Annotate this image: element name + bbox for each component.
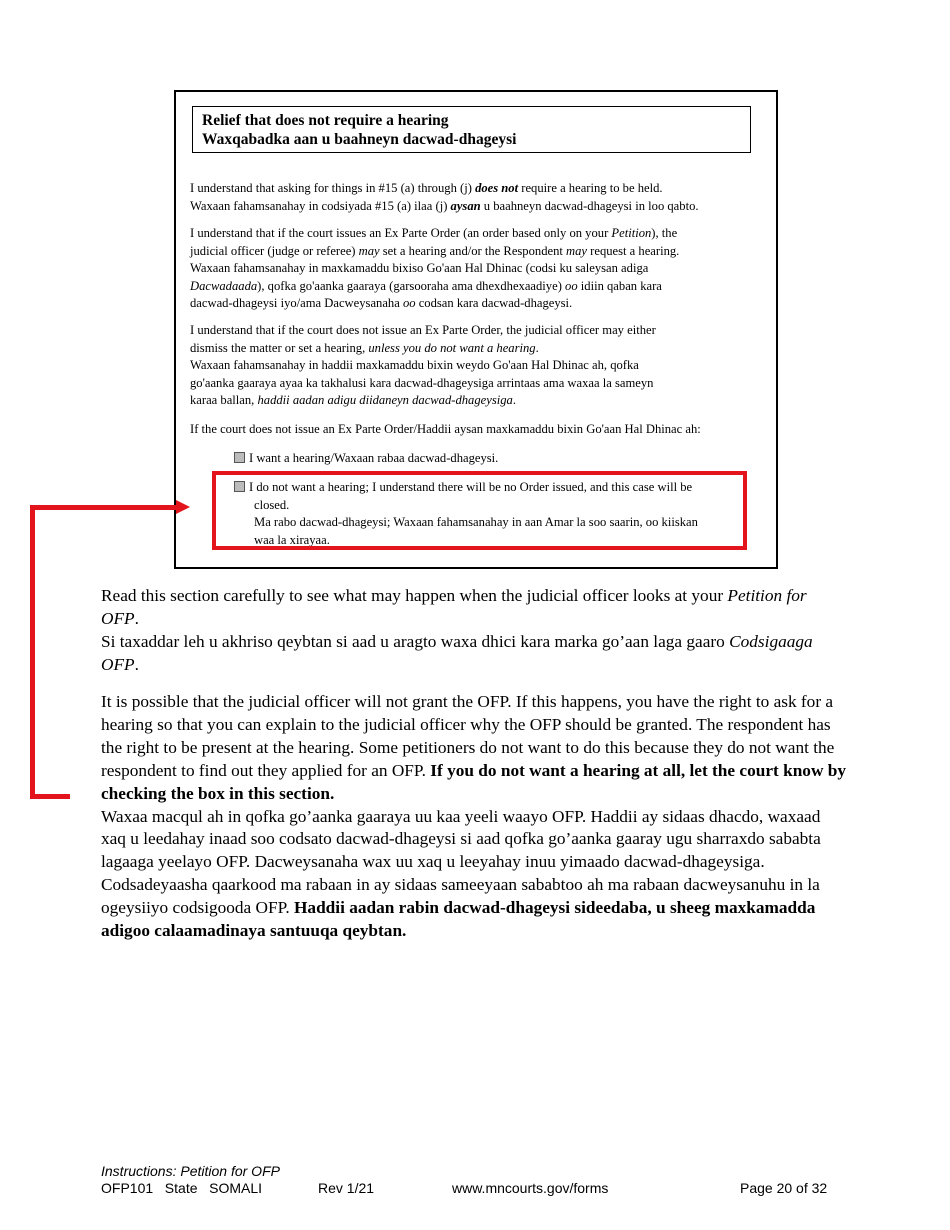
section-heading-box [192,106,751,153]
callout-arrow-top [30,505,178,510]
section-heading-so: Waxqabadka aan u baahneyn dacwad-dhageysi [202,131,517,148]
callout-arrow-bottom [30,794,70,799]
highlight-box [212,471,747,550]
checkbox-option-want-hearing[interactable] [234,450,498,468]
footer-doc-title: Instructions: Petition for OFP [101,1163,280,1179]
page-footer [101,1163,841,1197]
footer-url: www.mncourts.gov/forms [452,1180,609,1196]
footer-revision: Rev 1/21 [318,1180,375,1196]
instructions-paragraph-en: It is possible that the judicial officer will not grant the OFP. If this happens, you have the right to ask for a hearing so that you can explain to the judicial officer why the OFP should be granted. The respondent has the right to be present at the hearing. Some petitioners do not want to do this because they do not want the respondent to find out they applied for an OFP. If you do not want a hearing at all, let the court know by checking the box in this section. [101,692,846,803]
callout-arrow-line [30,505,35,799]
checkbox-intro: If the court does not issue an Ex Parte Order/Haddii aysan maxkamaddu bixin Go'aan Hal Dhinac ah: [190,422,701,436]
instructions-paragraph-so: Waxaa macqul ah in qofka go’aanka gaaraya uu kaa yeeli waayo OFP. Haddii ay sidaas dhacdo, waxaad xaq u leedahay inaad soo codsato dacwad-dhageysi si aad qofka go’aanka gaaray ugu sharraxdo sababta lagaaga yeelayo OFP. Dacweysanaha wax uu xaq u leeyahay inuu yimaado dacwad-dhageysiga. Codsadeyaasha qaarkood ma rabaan in ay sidaas sameeyaan sababtoo ah ma rabaan dacweysanuhu in la ogeysiiyo codsigooda OFP. Haddii aadan rabin dacwad-dhageysi sideedaba, u sheeg maxkamadda adigoo calaamadinaya santuuqa qeybtan. [101,806,821,941]
checkbox-want-hearing-label: I want a hearing/Waxaan rabaa dacwad-dhageysi. [249,451,499,465]
checkbox-no-hearing-label-en: I do not want a hearing; I understand there will be no Order issued, and this case will be [249,480,693,494]
paragraph-ex-parte-issued: I understand that if the court issues an Ex Parte Order (an order based only on your Petition), the judicial officer (judge or referee) may set a hearing and/or the Respondent may request a hearing. Waxaan fahamsanahay in maxkamaddu bixiso Go'aan Hal Dhinac (codsi ku saleysan adiga Dacwadaada), qofka go'aanka gaaraya (garsooraha ama dhexdhexaadiye) oo idiin qaban kara dacwad-dhageysi iyo/ama Dacweysanaha oo codsan kara dacwad-dhageysi. [190,226,680,310]
footer-form-id: OFP101 State SOMALI [101,1180,263,1196]
instructions-details [101,691,846,943]
checkbox-no-hearing-label-so: Ma rabo dacwad-dhageysi; Waxaan fahamsanahay in aan Amar la soo saarin, oo kiiskan [254,515,698,529]
checkbox-want-hearing[interactable] [234,452,245,463]
footer-page-number: Page 20 of 32 [740,1180,828,1196]
arrow-head-icon [176,500,190,514]
checkbox-option-no-hearing[interactable]: I do not want a hearing; I understand there will be no Order issued, and this case will be closed. Ma rabo dacwad-dhageysi; Waxaan fahamsanahay in aan Amar la soo saarin, oo kiiskan waa la xirayaa. [234,479,748,549]
instructions-intro: Read this section carefully to see what may happen when the judicial officer looks at your Petition for OFP. Si taxaddar leh u akhriso qeybtan si aad u aragto waxa dhici kara marka go’aan laga gaaro Codsigaaga OFP. [101,586,813,674]
section-heading-en: Relief that does not require a hearing [202,112,449,129]
paragraph-ex-parte-not-issued: I understand that if the court does not issue an Ex Parte Order, the judicial officer may either dismiss the matter or set a hearing, unless you do not want a hearing. Waxaan fahamsanahay in haddii maxkamaddu bixin weydo Go'aan Hal Dhinac ah, qofka go'aanka gaaraya ayaa ka takhalusi kara dacwad-dhageysiga arrintaas ama waxaa la sameyn karaa ballan, haddii aadan adigu diidaneyn dacwad-dhageysiga. [190,323,656,407]
paragraph-no-hearing-needed: I understand that asking for things in #15 (a) through (j) does not require a hearing to be held. Waxaan fahamsanahay in codsiyada #15 (a) ilaa (j) aysan u baahneyn dacwad-dhageysi in loo qabto. [190,181,699,213]
